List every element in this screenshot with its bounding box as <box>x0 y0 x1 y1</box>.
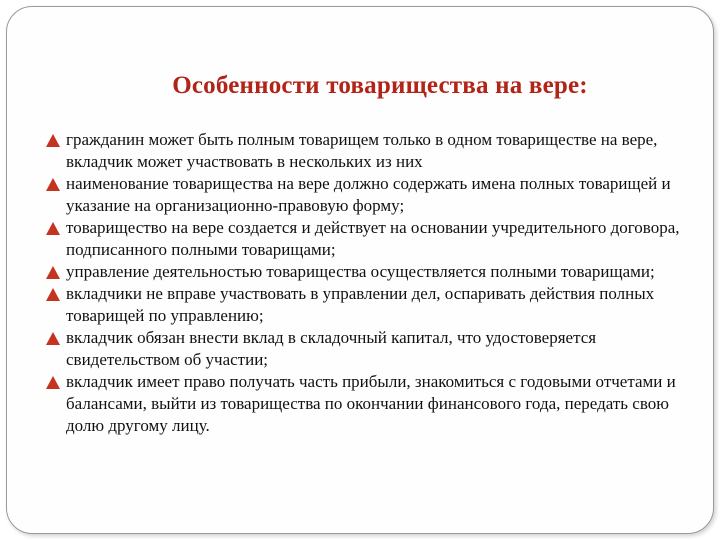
triangle-bullet-icon <box>46 288 60 301</box>
list-item-text: товарищество на вере создается и действует на основании учредительного договора, подписанного полными товарищами; <box>66 218 680 259</box>
list-item-text: гражданин может быть полным товарищем только в одном товариществе на вере, вкладчик может участвовать в нескольких из них <box>66 130 658 171</box>
bullet-list <box>18 129 688 437</box>
triangle-bullet-icon <box>46 134 60 147</box>
list-item <box>18 327 688 371</box>
triangle-bullet-icon <box>46 178 60 191</box>
slide-title: Особенности товарищества на вере: <box>172 72 588 99</box>
list-item <box>18 173 688 217</box>
list-item-text: вкладчики не вправе участвовать в управлении дел, оспаривать действия полных товарищей по управлению; <box>66 284 655 325</box>
triangle-bullet-icon <box>46 222 60 235</box>
list-item <box>18 129 688 173</box>
triangle-bullet-icon <box>46 376 60 389</box>
list-item-text: вкладчик обязан внести вклад в складочный капитал, что удостоверяется свидетельством об участии; <box>66 328 597 369</box>
list-item <box>18 261 688 283</box>
list-item <box>18 283 688 327</box>
triangle-bullet-icon <box>46 332 60 345</box>
list-item <box>18 371 688 437</box>
list-item <box>18 217 688 261</box>
list-item-text: управление деятельностью товарищества осуществляется полными товарищами; <box>66 262 655 281</box>
list-item-text: вкладчик имеет право получать часть прибыли, знакомиться с годовыми отчетами и балансами, выйти из товарищества по окончании финансового года, передать свою долю другому лицу. <box>66 372 676 435</box>
list-item-text: наименование товарищества на вере должно содержать имена полных товарищей и указание на организационно-правовую форму; <box>66 174 671 215</box>
triangle-bullet-icon <box>46 266 60 279</box>
